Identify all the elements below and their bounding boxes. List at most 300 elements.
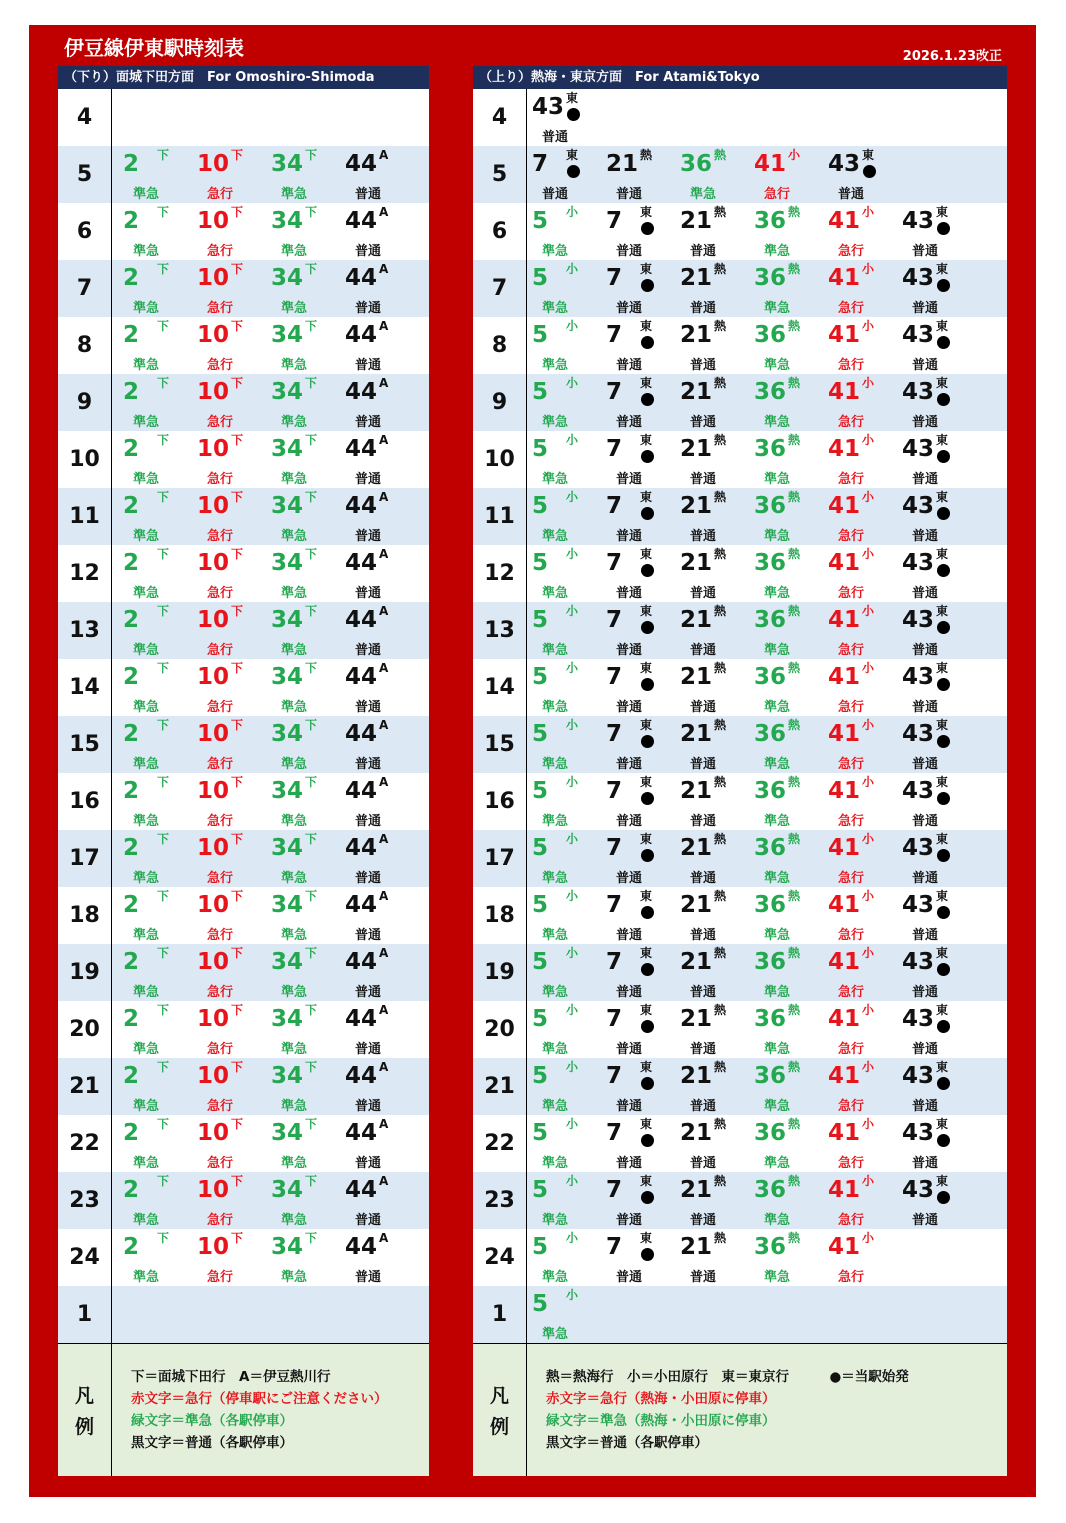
departure-minute: 10 [197, 1177, 230, 1203]
hour-row [473, 1286, 1007, 1343]
hour-label: 17 [58, 830, 112, 887]
departure-minute: 5 [532, 1291, 549, 1317]
train-type: 準急 [764, 1213, 791, 1228]
departure [197, 260, 271, 317]
departure [345, 146, 419, 203]
destination-mark: 熱 [788, 547, 801, 561]
departure [123, 716, 197, 773]
destination-mark: 小 [862, 1174, 875, 1188]
train-type: 普通 [912, 301, 939, 316]
train-type: 急行 [838, 529, 865, 544]
up-legend [473, 1343, 1007, 1476]
destination-mark: 東 [640, 547, 653, 561]
destination-mark: A [379, 433, 389, 447]
departure [902, 944, 976, 1001]
departure-minute: 41 [828, 949, 861, 975]
departure [754, 317, 828, 374]
train-type: 急行 [838, 301, 865, 316]
destination-mark: 小 [862, 319, 875, 333]
origin-dot-icon [641, 564, 654, 577]
train-type: 普通 [690, 1270, 717, 1285]
hour-row [473, 146, 1007, 203]
hour-row [58, 488, 429, 545]
departure-minute: 10 [197, 151, 230, 177]
destination-mark: 熱 [640, 148, 653, 162]
train-type: 急行 [838, 871, 865, 886]
departure [680, 431, 754, 488]
departure [606, 887, 680, 944]
legend-line: 黒文字＝普通（各駅停車） [546, 1435, 708, 1451]
train-type: 普通 [690, 472, 717, 487]
departure [754, 1172, 828, 1229]
destination-mark: 東 [936, 889, 949, 903]
departure-minute: 36 [754, 1063, 787, 1089]
departure-minute: 10 [197, 493, 230, 519]
train-type: 準急 [281, 586, 308, 601]
hour-label: 23 [58, 1172, 112, 1229]
destination-mark: 東 [936, 205, 949, 219]
train-type: 普通 [690, 586, 717, 601]
departure-minute: 2 [123, 151, 140, 177]
destination-mark: 小 [566, 262, 579, 276]
train-type: 普通 [355, 415, 382, 430]
hour-row [58, 545, 429, 602]
train-type: 準急 [542, 871, 569, 886]
hour-label: 1 [473, 1286, 527, 1343]
departure [828, 1001, 902, 1058]
train-type: 普通 [616, 1099, 643, 1114]
train-type: 準急 [281, 187, 308, 202]
departure-minute: 43 [902, 208, 935, 234]
train-type: 急行 [207, 415, 234, 430]
departure [345, 260, 419, 317]
destination-mark: 下 [231, 490, 244, 504]
departure-minute: 5 [532, 721, 549, 747]
train-type: 普通 [616, 187, 643, 202]
hour-row [58, 1058, 429, 1115]
destination-mark: 熱 [714, 262, 727, 276]
origin-dot-icon [641, 1191, 654, 1204]
departure-minute: 43 [902, 1120, 935, 1146]
departure [902, 887, 976, 944]
hour-label: 8 [473, 317, 527, 374]
destination-mark: 下 [157, 718, 170, 732]
hour-label: 8 [58, 317, 112, 374]
train-type: 普通 [616, 928, 643, 943]
train-type: 準急 [764, 700, 791, 715]
destination-mark: 下 [231, 775, 244, 789]
hour-label: 5 [473, 146, 527, 203]
destination-mark: 小 [566, 832, 579, 846]
legend-title [473, 1344, 527, 1476]
train-type: 準急 [133, 244, 160, 259]
hour-label: 22 [473, 1115, 527, 1172]
departure-minute: 2 [123, 208, 140, 234]
departure [123, 545, 197, 602]
train-type: 準急 [764, 643, 791, 658]
departure-minute: 7 [606, 721, 623, 747]
departure-minute: 41 [828, 1177, 861, 1203]
destination-mark: 熱 [714, 889, 727, 903]
train-type: 準急 [281, 472, 308, 487]
train-type: 普通 [355, 529, 382, 544]
train-type: 普通 [355, 472, 382, 487]
departure-minute: 36 [754, 208, 787, 234]
destination-mark: 熱 [788, 262, 801, 276]
origin-dot-icon [567, 108, 580, 121]
train-type: 準急 [281, 415, 308, 430]
destination-mark: 下 [157, 319, 170, 333]
departure-minute: 34 [271, 892, 304, 918]
train-type: 準急 [542, 928, 569, 943]
destination-mark: 小 [566, 1231, 579, 1245]
train-type: 普通 [912, 928, 939, 943]
departure [345, 1115, 419, 1172]
destination-mark: 東 [936, 1174, 949, 1188]
departure-minute: 7 [606, 550, 623, 576]
destination-mark: A [379, 1117, 389, 1131]
origin-dot-icon [641, 792, 654, 805]
page-title: 伊豆線伊東駅時刻表 [64, 36, 244, 60]
departure-minute: 44 [345, 208, 378, 234]
departure-minute: 41 [754, 151, 787, 177]
train-type: 普通 [690, 358, 717, 373]
destination-mark: 熱 [714, 604, 727, 618]
departure-minute: 10 [197, 550, 230, 576]
departure-minute: 10 [197, 721, 230, 747]
hour-row [58, 716, 429, 773]
departure [197, 431, 271, 488]
destination-mark: 下 [305, 319, 318, 333]
train-type: 準急 [281, 244, 308, 259]
departure [680, 659, 754, 716]
departure-minute: 5 [532, 1006, 549, 1032]
train-type: 普通 [616, 472, 643, 487]
destination-mark: 下 [157, 433, 170, 447]
hour-label: 11 [473, 488, 527, 545]
departure [271, 887, 345, 944]
departure-minute: 36 [680, 151, 713, 177]
departure-minute: 2 [123, 778, 140, 804]
departure-minute: 7 [606, 379, 623, 405]
departure [123, 488, 197, 545]
origin-dot-icon [641, 393, 654, 406]
destination-mark: 東 [936, 376, 949, 390]
destination-mark: 小 [566, 775, 579, 789]
destination-mark: 下 [305, 547, 318, 561]
destination-mark: 東 [936, 1117, 949, 1131]
hour-row [58, 830, 429, 887]
departure [606, 431, 680, 488]
destination-mark: 熱 [788, 775, 801, 789]
train-type: 準急 [542, 643, 569, 658]
destination-mark: 熱 [788, 490, 801, 504]
destination-mark: 小 [862, 1003, 875, 1017]
train-type: 普通 [355, 757, 382, 772]
destination-mark: 小 [862, 604, 875, 618]
destination-mark: 東 [936, 547, 949, 561]
destination-mark: 小 [566, 1288, 579, 1302]
departure [197, 545, 271, 602]
destination-mark: 東 [640, 1003, 653, 1017]
destination-mark: 下 [305, 1003, 318, 1017]
departure [197, 488, 271, 545]
departure-minute: 36 [754, 607, 787, 633]
departure-minute: 5 [532, 835, 549, 861]
departure [754, 887, 828, 944]
origin-dot-icon [641, 1020, 654, 1033]
train-type: 普通 [355, 1270, 382, 1285]
hour-row [58, 260, 429, 317]
train-type: 準急 [133, 814, 160, 829]
departure-minute: 41 [828, 265, 861, 291]
train-type: 準急 [133, 1042, 160, 1057]
departure [902, 773, 976, 830]
departure [532, 1286, 606, 1343]
destination-mark: 下 [305, 775, 318, 789]
train-type: 準急 [764, 985, 791, 1000]
train-type: 準急 [542, 472, 569, 487]
departure-minute: 10 [197, 1006, 230, 1032]
destination-mark: 東 [566, 91, 579, 105]
departure-minute: 21 [680, 607, 713, 633]
departure-minute: 7 [606, 493, 623, 519]
destination-mark: 熱 [714, 1117, 727, 1131]
origin-dot-icon [641, 1248, 654, 1261]
origin-dot-icon [937, 564, 950, 577]
train-type: 急行 [207, 757, 234, 772]
destination-mark: 東 [936, 946, 949, 960]
departure-minute: 5 [532, 1063, 549, 1089]
departure [123, 1001, 197, 1058]
train-type: 普通 [690, 814, 717, 829]
departure [197, 1058, 271, 1115]
hour-row [473, 773, 1007, 830]
origin-dot-icon [937, 393, 950, 406]
departure [345, 773, 419, 830]
departure-minute: 5 [532, 379, 549, 405]
departure [828, 1229, 902, 1286]
destination-mark: 下 [231, 661, 244, 675]
train-type: 普通 [542, 187, 569, 202]
departure [680, 260, 754, 317]
departure [123, 830, 197, 887]
hour-label: 17 [473, 830, 527, 887]
departure-minute: 5 [532, 208, 549, 234]
departure [754, 1001, 828, 1058]
train-type: 急行 [207, 301, 234, 316]
destination-mark: 東 [640, 433, 653, 447]
destination-mark: 小 [566, 376, 579, 390]
departure-minute: 7 [606, 208, 623, 234]
train-type: 普通 [690, 1099, 717, 1114]
departure-minute: 34 [271, 1120, 304, 1146]
train-type: 普通 [912, 643, 939, 658]
departure [532, 944, 606, 1001]
origin-dot-icon [641, 336, 654, 349]
train-type: 準急 [764, 529, 791, 544]
departure-minute: 21 [680, 778, 713, 804]
destination-mark: 熱 [714, 1174, 727, 1188]
departure [345, 431, 419, 488]
departure [271, 659, 345, 716]
train-type: 普通 [355, 985, 382, 1000]
departure-minute: 7 [606, 436, 623, 462]
departure [123, 431, 197, 488]
hour-label: 6 [58, 203, 112, 260]
train-type: 普通 [616, 757, 643, 772]
train-type: 準急 [542, 1156, 569, 1171]
hour-label: 21 [58, 1058, 112, 1115]
departure [271, 317, 345, 374]
departure-minute: 10 [197, 208, 230, 234]
destination-mark: 小 [566, 205, 579, 219]
train-type: 普通 [690, 301, 717, 316]
departure-minute: 10 [197, 835, 230, 861]
origin-dot-icon [641, 1134, 654, 1147]
destination-mark: 下 [231, 946, 244, 960]
destination-mark: 小 [862, 946, 875, 960]
destination-mark: 東 [640, 376, 653, 390]
destination-mark: A [379, 661, 389, 675]
departure [271, 1058, 345, 1115]
destination-mark: 熱 [788, 1060, 801, 1074]
train-type: 普通 [912, 472, 939, 487]
train-type: 準急 [133, 358, 160, 373]
destination-mark: 熱 [714, 376, 727, 390]
departure-minute: 36 [754, 1177, 787, 1203]
departure [828, 545, 902, 602]
departure [754, 602, 828, 659]
hour-label: 10 [473, 431, 527, 488]
destination-mark: 熱 [788, 1231, 801, 1245]
down-legend [58, 1343, 429, 1476]
departure-minute: 43 [902, 550, 935, 576]
destination-mark: A [379, 547, 389, 561]
train-type: 準急 [281, 1156, 308, 1171]
train-type: 普通 [616, 586, 643, 601]
destination-mark: 下 [231, 889, 244, 903]
departure [123, 773, 197, 830]
destination-mark: 熱 [714, 490, 727, 504]
departure-minute: 2 [123, 265, 140, 291]
destination-mark: 下 [305, 205, 318, 219]
destination-mark: 小 [862, 1060, 875, 1074]
departure-minute: 36 [754, 721, 787, 747]
departure-minute: 7 [606, 1177, 623, 1203]
departure [902, 1172, 976, 1229]
origin-dot-icon [937, 621, 950, 634]
destination-mark: 下 [305, 490, 318, 504]
origin-dot-icon [641, 450, 654, 463]
departure [606, 374, 680, 431]
origin-dot-icon [937, 963, 950, 976]
train-type: 準急 [542, 301, 569, 316]
departure-minute: 2 [123, 493, 140, 519]
departure-minute: 2 [123, 1234, 140, 1260]
departure-minute: 7 [606, 949, 623, 975]
origin-dot-icon [641, 279, 654, 292]
origin-dot-icon [567, 165, 580, 178]
hour-label: 24 [58, 1229, 112, 1286]
hour-row [58, 1286, 429, 1343]
destination-mark: 東 [640, 889, 653, 903]
departure-minute: 44 [345, 493, 378, 519]
departure-minute: 5 [532, 493, 549, 519]
destination-mark: 東 [936, 433, 949, 447]
departure [828, 887, 902, 944]
destination-mark: 熱 [788, 718, 801, 732]
train-type: 準急 [281, 757, 308, 772]
destination-mark: 下 [231, 718, 244, 732]
departure [680, 203, 754, 260]
origin-dot-icon [937, 279, 950, 292]
hour-row [473, 89, 1007, 146]
destination-mark: 小 [566, 718, 579, 732]
departure [680, 1058, 754, 1115]
train-type: 普通 [690, 415, 717, 430]
departure-minute: 21 [680, 265, 713, 291]
hour-label: 7 [473, 260, 527, 317]
departure-minute: 43 [902, 664, 935, 690]
departure-minute: 36 [754, 1006, 787, 1032]
train-type: 普通 [690, 643, 717, 658]
departure [345, 602, 419, 659]
departure-minute: 10 [197, 1063, 230, 1089]
departure [828, 431, 902, 488]
destination-mark: 下 [157, 1117, 170, 1131]
destination-mark: 東 [936, 775, 949, 789]
train-type: 普通 [912, 871, 939, 886]
departure-minute: 10 [197, 778, 230, 804]
departure [754, 1229, 828, 1286]
departure [828, 716, 902, 773]
departure-minute: 43 [902, 892, 935, 918]
departure-minute: 44 [345, 436, 378, 462]
destination-mark: A [379, 1060, 389, 1074]
departure-minute: 41 [828, 607, 861, 633]
train-type: 急行 [207, 643, 234, 658]
departure [828, 1115, 902, 1172]
departure [902, 1001, 976, 1058]
departure [197, 887, 271, 944]
hour-label: 18 [473, 887, 527, 944]
train-type: 普通 [912, 1042, 939, 1057]
hour-row [473, 887, 1007, 944]
departure [197, 203, 271, 260]
departure [680, 1115, 754, 1172]
train-type: 普通 [355, 1042, 382, 1057]
train-type: 急行 [838, 928, 865, 943]
departure [606, 1058, 680, 1115]
departure-minute: 34 [271, 1177, 304, 1203]
origin-dot-icon [937, 336, 950, 349]
departure-minute: 43 [902, 778, 935, 804]
departure-minute: 34 [271, 778, 304, 804]
train-type: 準急 [764, 586, 791, 601]
departure [345, 317, 419, 374]
departure [828, 1058, 902, 1115]
destination-mark: 東 [640, 832, 653, 846]
departure [271, 1001, 345, 1058]
train-type: 準急 [542, 244, 569, 259]
departure [754, 545, 828, 602]
destination-mark: 東 [936, 262, 949, 276]
departure-minute: 34 [271, 322, 304, 348]
destination-mark: 小 [862, 490, 875, 504]
train-type: 急行 [838, 757, 865, 772]
departure [828, 773, 902, 830]
